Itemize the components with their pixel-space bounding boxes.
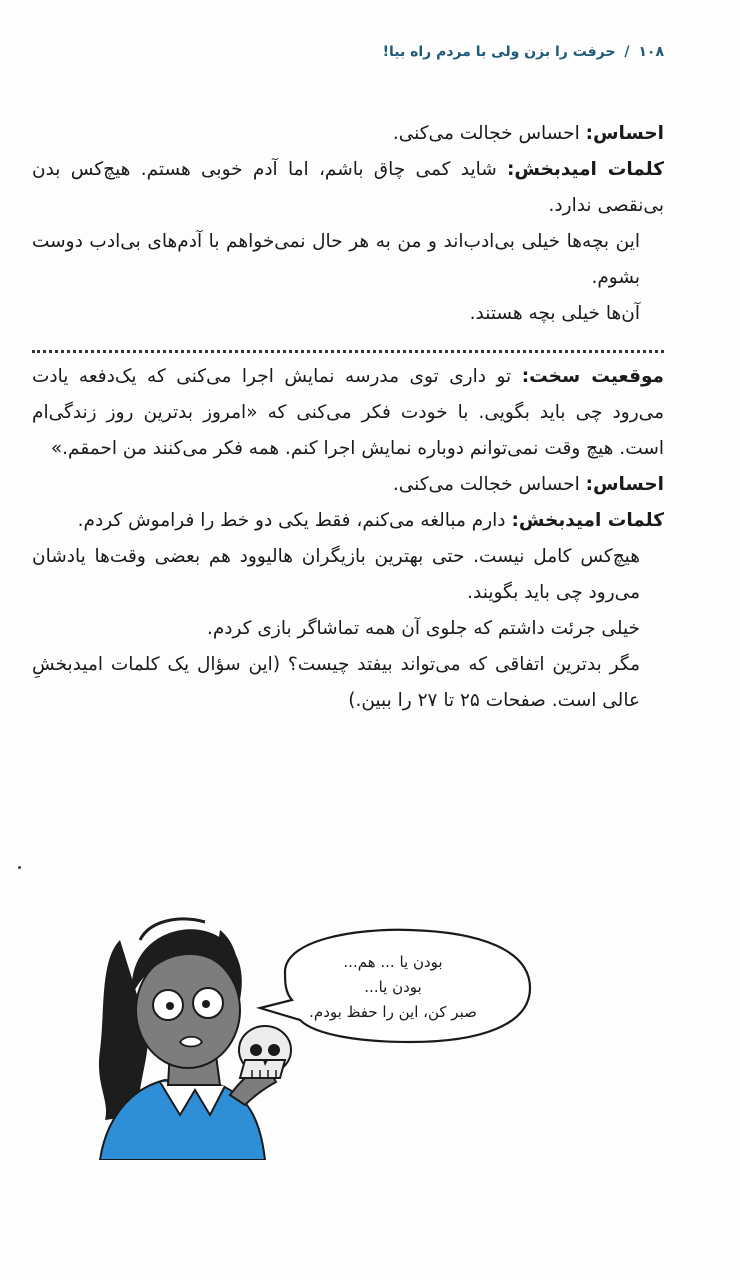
list-item: این بچه‌ها خیلی بی‌ادب‌اند و من به هر حال نمی‌خواهم با آدم‌های بی‌ادب دوست بشوم. — [32, 231, 640, 288]
hope-text: شاید کمی چاق باشم، اما آدم خوبی هستم. هیچ‌کس بدن بی‌نقصی ندارد. — [32, 159, 664, 216]
bubble-line: بودن یا ... هم... — [343, 953, 443, 971]
feeling-text: احساس خجالت می‌کنی. — [392, 123, 586, 144]
hope-label: کلمات امیدبخش: — [507, 159, 664, 180]
page-body — [32, 116, 664, 719]
header-separator: / — [624, 44, 630, 60]
situation-paragraph — [32, 359, 664, 467]
list-item: هیچ‌کس کامل نیست. حتی بهترین بازیگران هالیوود هم بعضی وقت‌ها یادشان می‌رود چی باید بگویند. — [32, 546, 640, 603]
list-item: آن‌ها خیلی بچه هستند. — [469, 303, 640, 324]
bubble-line: بودن یا... — [364, 978, 422, 996]
hope-label: کلمات امیدبخش: — [511, 510, 664, 531]
margin-speck — [18, 866, 21, 869]
feeling-label: احساس: — [585, 123, 664, 144]
feeling-paragraph-2 — [32, 467, 664, 503]
hope-paragraph-1 — [32, 152, 664, 224]
speech-bubble-text — [268, 950, 518, 1025]
page-header — [300, 44, 664, 60]
feeling-text: احساس خجالت می‌کنی. — [392, 474, 586, 495]
book-title: حرفت را بزن ولی با مردم راه بیا! — [382, 44, 616, 60]
feeling-label: احساس: — [585, 474, 664, 495]
skull-icon — [239, 1026, 291, 1078]
page-number: ۱۰۸ — [638, 44, 664, 60]
hope-text: دارم مبالغه می‌کنم، فقط یکی دو خط را فراموش کردم. — [77, 510, 512, 531]
feeling-paragraph-1 — [32, 116, 664, 152]
dotted-divider — [32, 350, 664, 353]
situation-label: موقعیت سخت: — [521, 366, 664, 387]
list-item: خیلی جرئت داشتم که جلوی آن همه تماشاگر بازی کردم. — [206, 618, 640, 639]
girl-holding-skull-icon — [80, 900, 540, 1160]
situation-text: تو داری توی مدرسه نمایش اجرا می‌کنی که یک‌دفعه یادت می‌رود چی باید بگویی. با خودت فکر می‌کنی که «امروز بدترین روز زندگی‌ام است. هیچ وقت نمی‌توانم دوباره نمایش اجرا کنم. همه فکر می‌کنند من احمقم.» — [32, 366, 664, 459]
bubble-line: صبر کن، این را حفظ بودم. — [309, 1003, 477, 1021]
list-item: مگر بدترین اتفاقی که می‌تواند بیفتد چیست؟ (این سؤال یک کلمات امیدبخشِ عالی است. صفحات ۲۵ تا ۲۷ را ببین.) — [32, 654, 640, 711]
hope-paragraph-2 — [32, 503, 664, 539]
